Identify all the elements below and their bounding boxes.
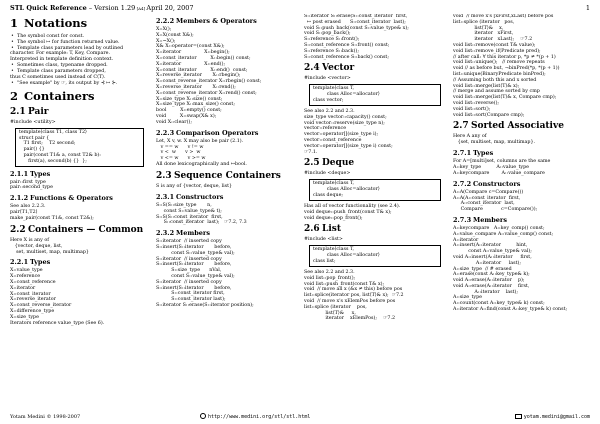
section-number: 2.2.1 [10,258,29,267]
section-heading [304,158,446,169]
bullet-item: • The symbol const for const. [10,34,149,40]
section-title: Comparison Operators [176,128,259,137]
section-title: Members & Operators [176,17,257,25]
section-heading [156,229,298,237]
code-block: void list::remove(const T& value); void list::remove_if(Predicate pred); // after call: ∀ this iterator p, *p ≠ *(p + 1) void list::unique(); // remove repeats void // as before but, ¬binPred(*p, *(p + 1)) list::unique(BinaryPredicate binPred); // Assuming both this and x sorted void list::merge(list⟨T⟩& x); // merge and assume sorted by cmp void list::merge(list⟨T⟩& x, Compare cmp); void list::reverse(); void list::sort(); void list::sort(Compare cmp); [453,42,560,118]
page-footer [10,413,590,422]
paragraph: Let, X v, w. X may also be pair (2.1). [156,138,244,144]
code-block: vector::reference vector::operator[](size_type i); vector::const_reference vector::operator[](size_type i) const; ☞7.1. [304,126,393,155]
section-heading [10,194,149,202]
column-3 [304,14,446,410]
section-title: Members [473,215,507,224]
section-number: 2.7.2 [453,179,472,188]
code-block: pair⟨T1,T2⟩ make_pair(const T1&, const T2&); [10,210,94,221]
paragraph: See also 2.2.3. [10,204,46,210]
section-number: 2.1.1 [10,169,29,178]
code-block: pair::first_type pair::second_type [10,179,53,191]
code-block: A::size_type // # erased A::erase(const A::key_type& k); void A::erase(A::iterator p); void A::erase(A::iterator first, A::iterator last); [453,266,530,295]
section-title: Deque [322,158,355,169]
section-number: 2.7.1 [453,149,472,158]
header-title: STL Quick Reference [10,4,87,12]
paragraph: #include <vector> [304,76,351,82]
section-heading [156,171,298,182]
section-number: 2.3 [156,170,172,181]
section-number: 1 [10,16,19,30]
code-block: void list::pop_front(); [304,275,356,281]
code-block: {vector, deque, list, set, multiset, map, multimap} [14,243,89,255]
paragraph: #include <deque> [304,171,351,177]
bullet-item: • Sometimes class, typename dropped. [10,63,149,69]
section-heading [156,129,298,137]
code-block: S::S(S::size_type n, const S::value_type& t); S::S(S::const_iterator first, S::const_iterator last); ☞7.2, 7.3 [156,202,247,226]
header-date: April 20, 2007 [146,4,194,12]
section-title: Constructors [473,179,521,188]
footer-email-text[interactable]: yotam.medini@gmail.com [523,414,590,420]
section-heading [453,180,590,188]
section-number: 2.5 [304,158,320,169]
section-heading [156,17,298,25]
section-number: 2.6 [304,224,320,235]
section-heading [10,107,149,118]
paragraph: Has all of vector functionality (see 2.4). [304,203,401,209]
section-heading [10,225,149,236]
columns-container [10,14,590,410]
section-title: Members [176,229,210,238]
template-box: template⟨class T, class Alloc=allocator⟩ class vector; [309,84,441,105]
column-1 [10,14,149,410]
code-block: S::iterator // inserted copy S::insert(S::iterator before, const S::value_type& val); S::iterator // inserted copy S::insert(S::iterator before, S::size_type nVal, const S::value_type& val); S::iterator // inserted copy S::insert(S::iterator before, S::const_iterator first, S::const_iterator last); [156,239,235,303]
paragraph: thus C sometimes used instead of C⟨T⟩. [10,74,106,80]
footer-url-text[interactable]: http://www.medini.org/stl/stl.html [208,414,311,420]
paragraph: See also 2.2 and 2.3. [304,269,355,275]
section-number: 2 [10,88,19,103]
code-block: void X::clear(); [156,119,192,125]
code-block: A::size_type A::count(const A::key_type& k) const; A::iterator A::find(const A::key_type& k) const; [453,295,568,313]
code-block: X::size_type X::size() const; X::size_type X::max_size() const; bool X::empty() const; void X::swap(X& x); [156,96,235,119]
header-version-sup: [A4] [135,6,147,11]
bullet-item: • The symbol ↦ for function returned value. [10,40,149,46]
section-number: 2.1 [10,106,26,117]
bullet-item: • Template class parameters dropped, [10,69,149,75]
paragraph: See also 2.2 and 2.3. [304,108,355,114]
code-block: void // move x's [xFirst,xLast) before pos list::splice (iterator pos, list⟨T⟩& x, iterator xFirst, iterator xLast); ☞7.2 [453,14,554,43]
code-block: A::A(Compare c=Compare()) A::A(A::const_iterator first, A::const_iterator last, Compare c=Compare()); [453,189,538,213]
section-number: 2.1.2 [10,194,29,203]
footer-url[interactable] [200,413,310,422]
section-number: 2.3.1 [156,192,175,201]
code-block: S::reference S::front(); S::const_reference S::front() const; S::reference S::back(); S::const_reference S::back() const; [304,37,390,60]
section-heading [10,17,149,30]
paragraph: Iterators reference value_type (See 6). [10,320,105,326]
code-block: X::value_type X::reference X::const_reference X::iterator X::const_iterator X::reverse_iterator X::const_reverse_iterator X::difference_type X::size_type [10,268,72,320]
code-block: S::iterator S::erase(S::iterator position); [156,302,254,308]
section-title: Containers — Common [28,224,144,235]
code-block: A::keycompare A::key_comp() const; A::value_compare A::value_comp() const; A::iterator A::insert(A::iterator hint, const A::value_type& val); void A::insert(A::iterator first, A::iterator last); [453,225,554,266]
footer-email[interactable] [515,413,590,422]
template-box: template⟨class T, class Alloc=allocator⟩ class list; [309,245,441,266]
section-number: 2.7.3 [453,215,472,224]
paragraph: Here X is any of [10,237,49,243]
section-heading [304,63,446,74]
section-title: Notations [24,16,88,30]
section-number: 2.2 [10,224,26,235]
section-heading [156,193,298,201]
section-title: Types [30,169,51,178]
page-number: 1 [585,4,590,12]
section-title: Sequence Containers [174,170,281,181]
template-box: template⟨class T, class Alloc=allocator⟩ class deque; [309,179,441,200]
section-title: Types [473,149,494,158]
code-block: A::key_type A::value_type A::keycompare A::value_compare [453,165,545,176]
section-heading [453,216,590,224]
code-block: void deque::push_front(const T& x); void deque::pop_front(); [304,209,392,221]
paragraph: #include <utility> [10,119,56,125]
bullet-item: • Template class parameters lead by outlined [10,46,149,52]
section-heading [10,170,149,178]
code-block: X::iterator X::begin(); X::const_iterator X::begin() const; X::iterator X::end(); X::const_iterator X::end() const; X::reverse_iterator X::rbegin(); X::const_reverse_iterator X::rbegin() const; X::reverse_iterator X::rend(); X::const_reverse_iterator X::rend() const; [156,50,262,96]
paragraph: S is any of {vector, deque, list} [156,183,233,189]
section-heading [304,224,446,235]
section-heading [453,121,590,132]
section-title: Pair [28,106,49,117]
section-heading [453,149,590,157]
code-block: S::iterator S::erase(S::const_iterator first, ↦ post erased S::const_iterator last); void S::push_back(const S::value_type& x); void S::pop_back(); [304,14,409,37]
section-heading [10,90,149,103]
section-title: Constructors [176,192,224,201]
bullet-item: • "See example" by ☞, its output by ⊰ ↦ ⊱. [10,81,149,87]
header-version: – Version 1.29 [86,4,136,12]
paragraph: All done lexicographically and ↦bool. [156,161,247,167]
paragraph: Interpreted in template definition context. [10,57,114,63]
paragraph: Here A any of [453,134,487,140]
section-number: 2.2.3 [156,128,175,137]
paragraph: character. For example: T, Key, Compare. [10,51,111,57]
paragraph: #include <list> [304,237,343,243]
section-number: 2.7 [453,121,469,132]
footer-copyright: Yotam Medini © 1998-2007 [10,414,81,420]
section-number: 2.3.2 [156,229,175,238]
page-header [10,3,590,13]
section-title: Containers [24,88,95,103]
section-heading [10,258,149,266]
section-title: Types [30,258,51,267]
section-title: Functions & Operators [30,194,113,203]
section-number: 2.2.2 [156,17,175,25]
section-title: Vector [322,63,355,74]
code-block: v == w v != w v < w v > w v <= w v >= w [160,144,206,162]
code-block: X::X(); X::X(const X&); X::~X(); X& X::operator=(const X&); [156,27,225,50]
section-title: List [322,224,341,235]
column-4 [453,14,590,410]
code-block: size_type vector::capacity() const; void vector::reserve(size_type n); [304,114,387,126]
template-box: template⟨class T1, class T2⟩ struct pair { T1 first; T2 second; pair() {} pair(const T1& a, const T2& b): first(a), second(b) {} }; [15,128,144,167]
code-block: void list::push_front(const T& x); void // move all x (&x ≠ this) before pos list::splice(iterator pos, list⟨T⟩& x); ☞7.2 void // move x's xElemPos before pos list::splice (iterator pos, list⟨T⟩& x, iterator xElemPos); ☞7.2 [304,281,404,322]
envelope-icon [515,414,522,419]
section-number: 2.4 [304,63,320,74]
column-2 [156,14,298,410]
code-block: {set, multiset, map, multimap}. [453,140,536,146]
globe-icon [200,413,206,419]
section-title: Sorted Associative [471,121,564,132]
paragraph: For A=[multi]set, columns are the same [453,159,551,165]
